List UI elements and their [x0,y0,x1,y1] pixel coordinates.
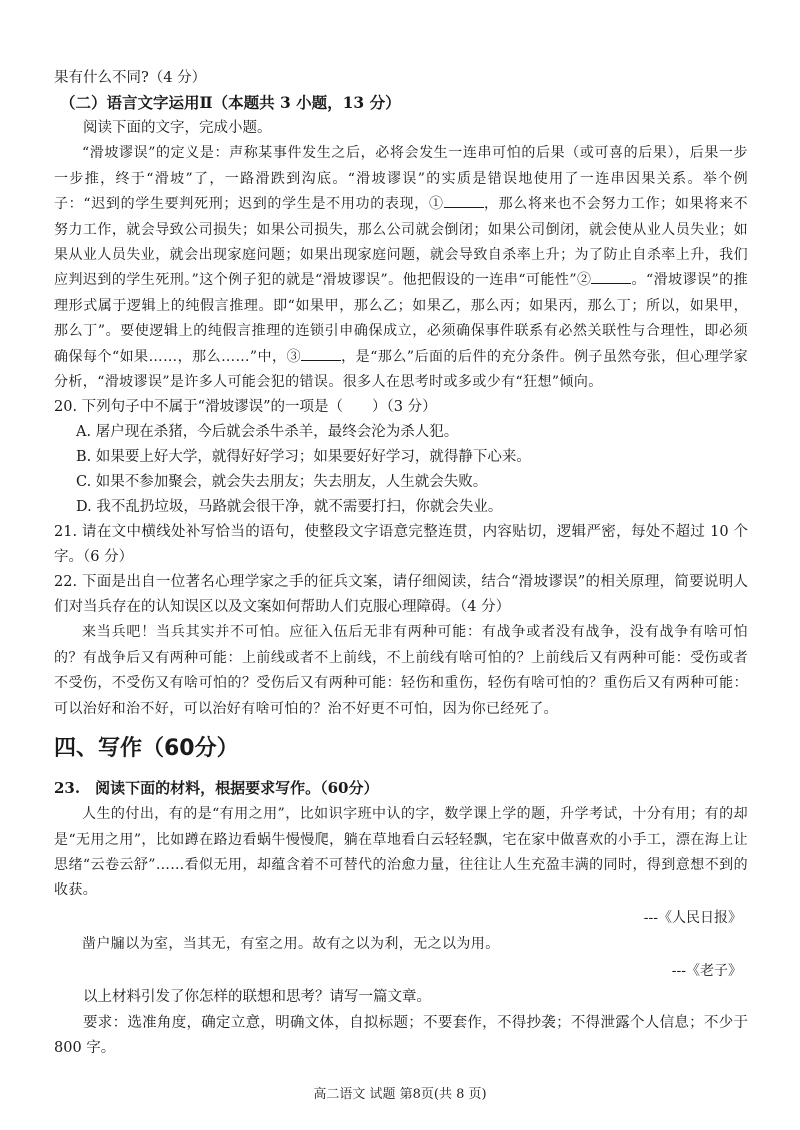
reading-passage [54,141,748,395]
question-20-option-c[interactable]: C. 如果不参加聚会，就会失去朋友；失去朋友，人生就会失败。 [76,474,488,491]
blank-marker-1: ① [428,196,444,213]
question-20-option-b[interactable]: B. 如果要上好大学，就得好好学习；如果要好好学习，就得静下心来。 [76,449,531,466]
question-22-stem: 22. 下面是出自一位著名心理学家之手的征兵文案，请仔细阅读，结合“滑坡谬误”的相关原理，简要说明人们对当兵存在的认知误区以及文案如何帮助人们克服心理障碍。（4 分） [54,574,748,616]
blank-marker-3: ③ [286,348,302,365]
page-footer: 高二语文 试题 第8页(共 8 页) [313,1087,487,1102]
passage-segment: ，那么将来也不会努力工作；如果将来不努力工作，就会导致公司损失；如果公司损失，那么公司就会倒闭；如果公司倒闭，就会使从业人员失业；如果从业人员失业，就会出现家庭问题；如果出现家庭问题，就会导致自杀率上升；为了防止自杀率上升，我们应判迟到的学生死刑。”这个例子犯的就是“滑坡谬误”。他把假设的一连串“可能性” [54,196,748,289]
answer-blank-1[interactable] [444,193,484,208]
reading-instruction: 阅读下面的文字，完成小题。 [83,120,272,136]
writing-material-2: 凿户牖以为室，当其无，有室之用。故有之以为利，无之以为用。 [82,935,500,952]
writing-prompt: 以上材料引发了你怎样的联想和思考？请写一篇文章。 [83,989,431,1006]
passage-segment: 。“滑坡谬误”的推理形式属于逻辑上的纯假言推理。即“如果甲，那么乙；如果乙，那么丙；如果丙，那么丁；所以，如果甲，那么丁”。要使逻辑上的纯假言推理的连锁引申确保成立，必须确保事件联系有必然关联性与合理性，即必须确保每个“如果……，那么……”中， [54,272,749,365]
material-1-source: ---《人民日报》 [643,909,742,926]
writing-material-1: 人生的付出，有的是“有用之用”，比如识字班中认的字，数学课上学的题，升学考试，十分有用；有的却是“无用之用”，比如蹲在路边看蜗牛慢慢爬，躺在草地看白云轻轻飘，宅在家中做喜欢的小手工，漂在海上让思绪“云卷云舒”……看似无用，却蕴含着不可替代的治愈力量，往往让人生充盈丰满的同时，得到意想不到的收获。 [54,806,748,899]
question-23-heading: 23. 阅读下面的材料，根据要求写作。（60分） [54,779,379,798]
question-20-stem: 20. 下列句子中不属于“滑坡谬误”的一项是（ ）（3 分） [54,399,437,416]
material-2-source: ---《老子》 [671,963,742,980]
section-heading-language-use: （二）语言文字运用Ⅱ（本题共 3 小题，13 分） [60,93,401,112]
question-20-option-d[interactable]: D. 我不乱扔垃圾，马路就会很干净，就不需要打扫，你就会失业。 [76,499,503,516]
question-20-option-a[interactable]: A. 屠户现在杀猪，今后就会杀牛杀羊，最终会沦为杀人犯。 [76,424,459,441]
recruitment-text: 来当兵吧！当兵其实并不可怕。应征入伍后无非有两种可能：有战争或者没有战争，没有战争有啥可怕的？有战争后又有两种可能：上前线或者不上前线，不上前线有啥可怕的？上前线后又有两种可能：受伤或者不受伤，不受伤又有啥可怕的？受伤后又有两种可能：轻伤和重伤，轻伤有啥可怕的？重伤后又有两种可能：可以治好和治不好，可以治好有啥可怕的？治不好更不可怕，因为你已经死了。 [54,624,748,717]
passage-segment: “滑坡谬误”的定义是：声称某事件发生之后，必将会发生一连串可怕的后果（或可喜的后果），后果一步一步推，终于“滑坡”了，一路滑跌到沟底。“滑坡谬误”的实质是错误地使用了一连串因果关系。举个例子：“迟到的学生要判死刑；迟到的学生是不用功的表现， [54,145,748,213]
question-21-stem: 21. 请在文中横线处补写恰当的语句，使整段文字语意完整连贯，内容贴切，逻辑严密，每处不超过 10 个字。（6 分） [54,524,748,566]
writing-requirements: 要求：选准角度，确定立意，明确文体，自拟标题；不要套作，不得抄袭；不得泄露个人信息；不少于 800 字。 [54,1014,748,1056]
section-title-writing: 四、写作（60分） [54,736,239,762]
previous-question-tail: 果有什么不同?（4 分） [54,70,207,86]
answer-blank-3[interactable] [301,346,341,361]
passage-segment: ，是“那么”后面的后件的充分条件。例子虽然夸张，但心理学家分析，“滑坡谬误”是许多人可能会犯的错误。很多人在思考时或多或少有“狂想”倾向。 [54,348,748,391]
page-content [54,66,748,1061]
blank-marker-2: ② [576,272,592,289]
answer-blank-2[interactable] [591,269,631,284]
